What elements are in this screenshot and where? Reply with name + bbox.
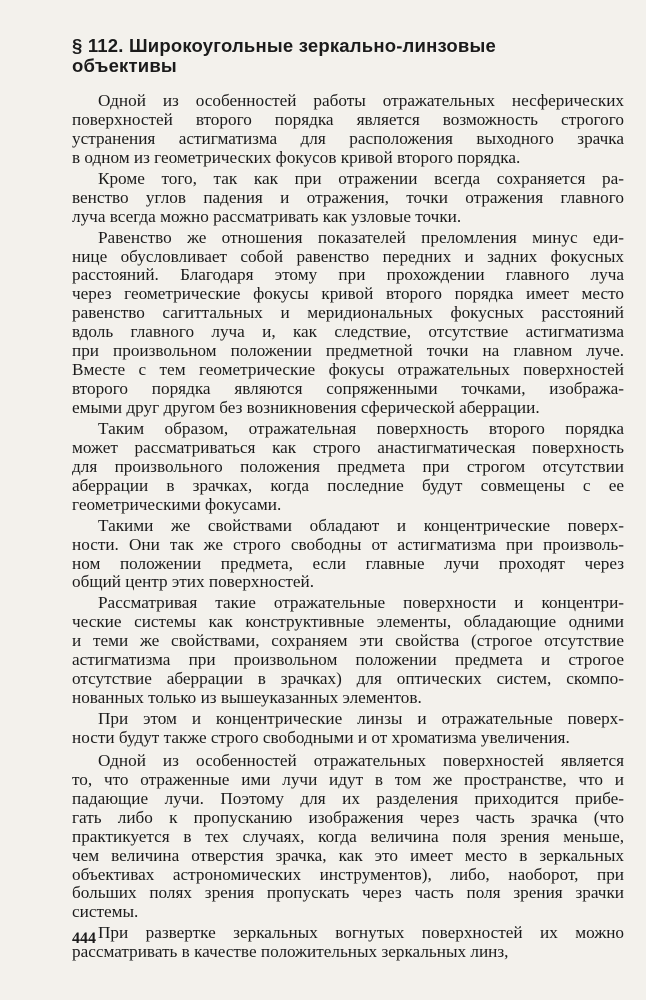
text-line: и теми же свойствами, сохраняем эти свойства (строгое отсутствие (72, 631, 624, 651)
text-line: Одной из особенностей работы отражательных несферических (98, 91, 624, 110)
section-title-line-2: объективы (72, 55, 177, 76)
paragraph (72, 752, 624, 922)
text-line: луча всегда можно рассматривать как узловые точки. (72, 206, 462, 226)
text-line: расстояний. Благодаря этому при прохождении главного луча (72, 265, 624, 285)
text-line: ческие системы как конструктивные элементы, обладающие одними (72, 612, 624, 632)
text-line: ности. Они так же строго свободны от астигматизма при произволь- (72, 534, 624, 554)
text-line: Вместе с тем геометрические фокусы отражательных поверхностей (72, 360, 624, 380)
paragraph (72, 710, 624, 748)
text-line: общий центр этих поверхностей. (72, 572, 314, 592)
text-line: Таким образом, отражательная поверхность второго порядка (98, 418, 624, 438)
text-line: падающие лучи. Поэтому для их разделения приходится прибе- (72, 788, 624, 808)
text-line: вдоль главного луча и, как следствие, отсутствие астигматизма (72, 322, 624, 342)
text-line: аберрации в зрачках, когда последние будут совмещены с ее (72, 475, 624, 495)
text-line: При этом и концентрические линзы и отражательные поверх- (98, 709, 624, 728)
text-line: больших полях зрения пропускать через часть поля зрения зрачки (72, 883, 624, 903)
text-line: Равенство же отношения показателей преломления минус еди- (98, 227, 624, 247)
text-line: Такими же свойствами обладают и концентрические поверх- (98, 515, 624, 535)
body-text (72, 92, 624, 962)
paragraph (72, 229, 624, 418)
text-line: второго порядка являются сопряженными точками, изобража- (72, 379, 624, 399)
text-line: в одном из геометрических фокусов кривой второго порядка. (72, 147, 521, 167)
text-line: может рассматриваться как строго анастигматическая поверхность (72, 437, 624, 457)
text-line: нованных только из вышеуказанных элементов. (72, 688, 422, 708)
text-line: системы. (72, 902, 139, 922)
text-line: при произвольном положении предметной точки на главном луче. (72, 341, 624, 361)
paragraph (72, 420, 624, 515)
text-line: астигматизма при произвольном положении предмета и строгое (72, 650, 624, 670)
text-line: равенство сагиттальных и меридиональных фокусных расстояний (72, 303, 624, 323)
section-heading (72, 36, 592, 76)
text-line: геометрическими фокусами. (72, 494, 282, 514)
text-line: объективах астрономических инструментов), либо, наоборот, при (72, 864, 624, 884)
paragraph (72, 517, 624, 593)
page-number: 444 (72, 930, 96, 947)
text-line: Кроме того, так как при отражении всегда сохраняется ра- (98, 168, 624, 188)
text-line: нице обусловливает собой равенство передних и задних фокусных (72, 246, 624, 266)
text-line: рассматривать в качестве положительных зеркальных линз, (72, 942, 509, 962)
paragraph (72, 170, 624, 227)
text-line: венство углов падения и отражения, точки отражения главного (72, 187, 624, 207)
text-line: ном положении предмета, если главные лучи проходят через (72, 553, 624, 573)
text-line: чем величина отверстия зрачка, как это имеет место в зеркальных (72, 845, 624, 865)
text-line: отсутствие аберрации в зрачках) для оптических систем, скомпо- (72, 669, 624, 689)
paragraph (72, 594, 624, 708)
text-line: емыми друг другом без возникновения сферической аберрации. (72, 398, 540, 417)
paragraph (72, 924, 624, 962)
text-line: то, что отраженные ими лучи идут в том же пространстве, что и (72, 769, 624, 789)
text-line: устранения астигматизма для расположения выходного зрачка (72, 128, 624, 148)
text-line: через геометрические фокусы кривой второго порядка имеет место (72, 284, 624, 304)
text-line: ности будут также строго свободными и от хроматизма увеличения. (72, 727, 570, 747)
section-title-line-1: § 112. Широкоугольные зеркально-линзовые (72, 35, 496, 56)
text-line: поверхностей второго порядка является возможность строгого (72, 109, 624, 129)
paragraph (72, 92, 624, 168)
text-line: для произвольного положения предмета при строгом отсутствии (72, 456, 624, 476)
text-line: При развертке зеркальных вогнутых поверхностей их можно (98, 923, 624, 943)
text-line: гать либо к пропусканию изображения через часть зрачка (что (72, 807, 624, 827)
text-line: практикуется в тех случаях, когда величина поля зрения меньше, (72, 826, 624, 846)
text-line: Рассматривая такие отражательные поверхности и концентри- (98, 593, 624, 613)
text-line: Одной из особенностей отражательных поверхностей является (98, 750, 624, 770)
